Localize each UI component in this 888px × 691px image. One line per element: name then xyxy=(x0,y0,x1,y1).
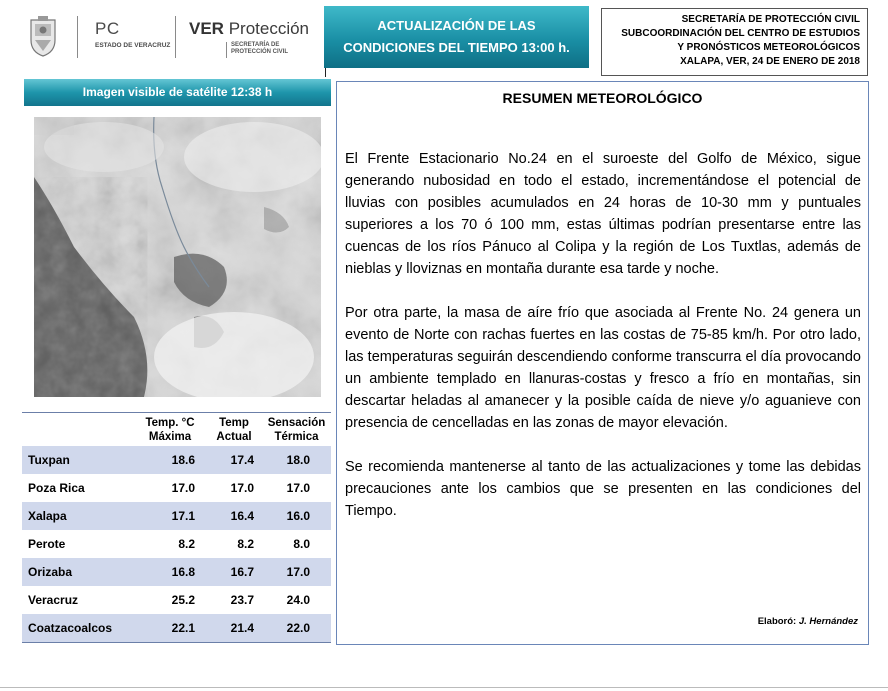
logo-divider xyxy=(175,16,176,58)
header-max-temp: Temp. °C Máxima xyxy=(145,417,195,443)
agency-line: SUBCOORDINACIÓN DEL CENTRO DE ESTUDIOS xyxy=(621,28,860,39)
current-temp: 21.4 xyxy=(230,621,254,635)
update-title-banner xyxy=(324,6,589,68)
update-title-line: ACTUALIZACIÓN DE LAS xyxy=(377,18,536,33)
feels-like: 8.0 xyxy=(293,537,310,551)
feels-like: 17.0 xyxy=(286,481,310,495)
header-feels-like: Sensación Térmica xyxy=(267,417,326,443)
agency-date-line: XALAPA, VER, 24 DE ENERO DE 2018 xyxy=(680,56,860,67)
max-temp: 8.2 xyxy=(178,537,195,551)
table-row xyxy=(22,446,331,474)
agency-line: Y PRONÓSTICOS METEOROLÓGICOS xyxy=(677,42,860,53)
summary-paragraph: El Frente Estacionario No.24 en el suroeste del Golfo de México, sigue generando nubosidad en todo el estado, incrementándose el potencial de lluvias con posibles acumulados en 24 horas de 10-30 mm y puntuales superiores a los 70 ó 100 mm, estas últimas podrían presentarse entre las cuencas de los ríos Pánuco al Colipa y la región de Los Tuxtlas, además de nieblas y lloviznas en montaña durante esa tarde y noche. xyxy=(345,151,861,277)
table-row xyxy=(22,614,331,643)
pc-logo-text: PC xyxy=(95,19,120,38)
current-temp: 16.4 xyxy=(230,509,254,523)
table-row xyxy=(22,530,331,558)
city-name: Xalapa xyxy=(28,509,67,523)
temperature-table-grid xyxy=(22,412,331,643)
current-temp: 8.2 xyxy=(237,537,254,551)
table-row xyxy=(22,586,331,614)
divider xyxy=(0,687,888,688)
pc-logo-subtitle: ESTADO DE VERACRUZ xyxy=(95,42,171,49)
max-temp: 18.6 xyxy=(171,453,195,467)
ver-subtitle-line: PROTECCIÓN CIVIL xyxy=(231,49,289,55)
ver-proteccion-logo xyxy=(189,19,309,39)
city-name: Veracruz xyxy=(28,593,79,607)
city-name: Coatzacoalcos xyxy=(28,621,113,635)
max-temp: 17.0 xyxy=(171,481,195,495)
satellite-caption: Imagen visible de satélite 12:38 h xyxy=(24,79,331,106)
table-row xyxy=(22,502,331,530)
author-label: Elaboró: xyxy=(757,616,797,627)
logo-divider xyxy=(77,16,78,58)
temperature-table xyxy=(22,412,331,643)
header-city xyxy=(22,413,134,447)
veracruz-shield-icon xyxy=(27,14,59,58)
max-temp: 25.2 xyxy=(171,593,195,607)
max-temp: 16.8 xyxy=(171,565,195,579)
table-row xyxy=(22,558,331,586)
city-name: Orizaba xyxy=(28,565,73,579)
agency-info-box xyxy=(601,8,868,76)
summary-paragraph: Se recomienda mantenerse al tanto de las actualizaciones y tome las debidas precauciones ante los cambios que se presenten en las condiciones del Tiempo. xyxy=(345,459,861,519)
agency-line: SECRETARÍA DE PROTECCIÓN CIVIL xyxy=(681,14,860,25)
summary-title: RESUMEN METEOROLÓGICO xyxy=(502,90,703,106)
header-logos xyxy=(22,12,312,64)
feels-like: 16.0 xyxy=(286,509,310,523)
author-name: J. Hernández xyxy=(798,616,858,627)
current-temp: 23.7 xyxy=(230,593,254,607)
feels-like: 17.0 xyxy=(286,565,310,579)
max-temp: 22.1 xyxy=(171,621,195,635)
ver-logo-bold: VER xyxy=(189,19,224,38)
city-name: Perote xyxy=(28,537,66,551)
current-temp: 17.0 xyxy=(230,481,254,495)
table-row xyxy=(22,474,331,502)
current-temp: 16.7 xyxy=(230,565,254,579)
weather-summary-box xyxy=(336,81,869,645)
ver-subtitle-line: SECRETARÍA DE xyxy=(231,42,280,48)
ver-logo-light: Protección xyxy=(223,19,310,38)
current-temp: 17.4 xyxy=(230,453,254,467)
satellite-image xyxy=(34,117,321,397)
feels-like: 18.0 xyxy=(286,453,310,467)
update-title-line: CONDICIONES DEL TIEMPO 13:00 h. xyxy=(343,40,570,55)
divider xyxy=(325,68,326,77)
city-name: Tuxpan xyxy=(28,453,70,467)
header-current-temp: Temp Actual xyxy=(216,417,252,443)
author-credit xyxy=(758,616,858,627)
city-name: Poza Rica xyxy=(28,481,85,495)
summary-paragraph: Por otra parte, la masa de aíre frío que asociada al Frente No. 24 genera un evento de Norte con rachas fuertes en las costas de 75-85 km/h. Por otro lado, las temperaturas seguirán descendiendo conforme transcurra el día provocando un ambiente templado en llanuras-costas y fresco a frío en montañas, sin descartar heladas al amanecer y la posible caída de nieve y/o aguanieve con presencia de cencelladas en las zonas de mayor elevación. xyxy=(345,305,861,431)
max-temp: 17.1 xyxy=(171,509,195,523)
table-header-row xyxy=(22,413,331,447)
feels-like: 22.0 xyxy=(286,621,310,635)
feels-like: 24.0 xyxy=(286,593,310,607)
summary-body xyxy=(345,148,861,544)
ver-logo-subtitle xyxy=(231,42,288,56)
logo-divider xyxy=(226,42,227,58)
